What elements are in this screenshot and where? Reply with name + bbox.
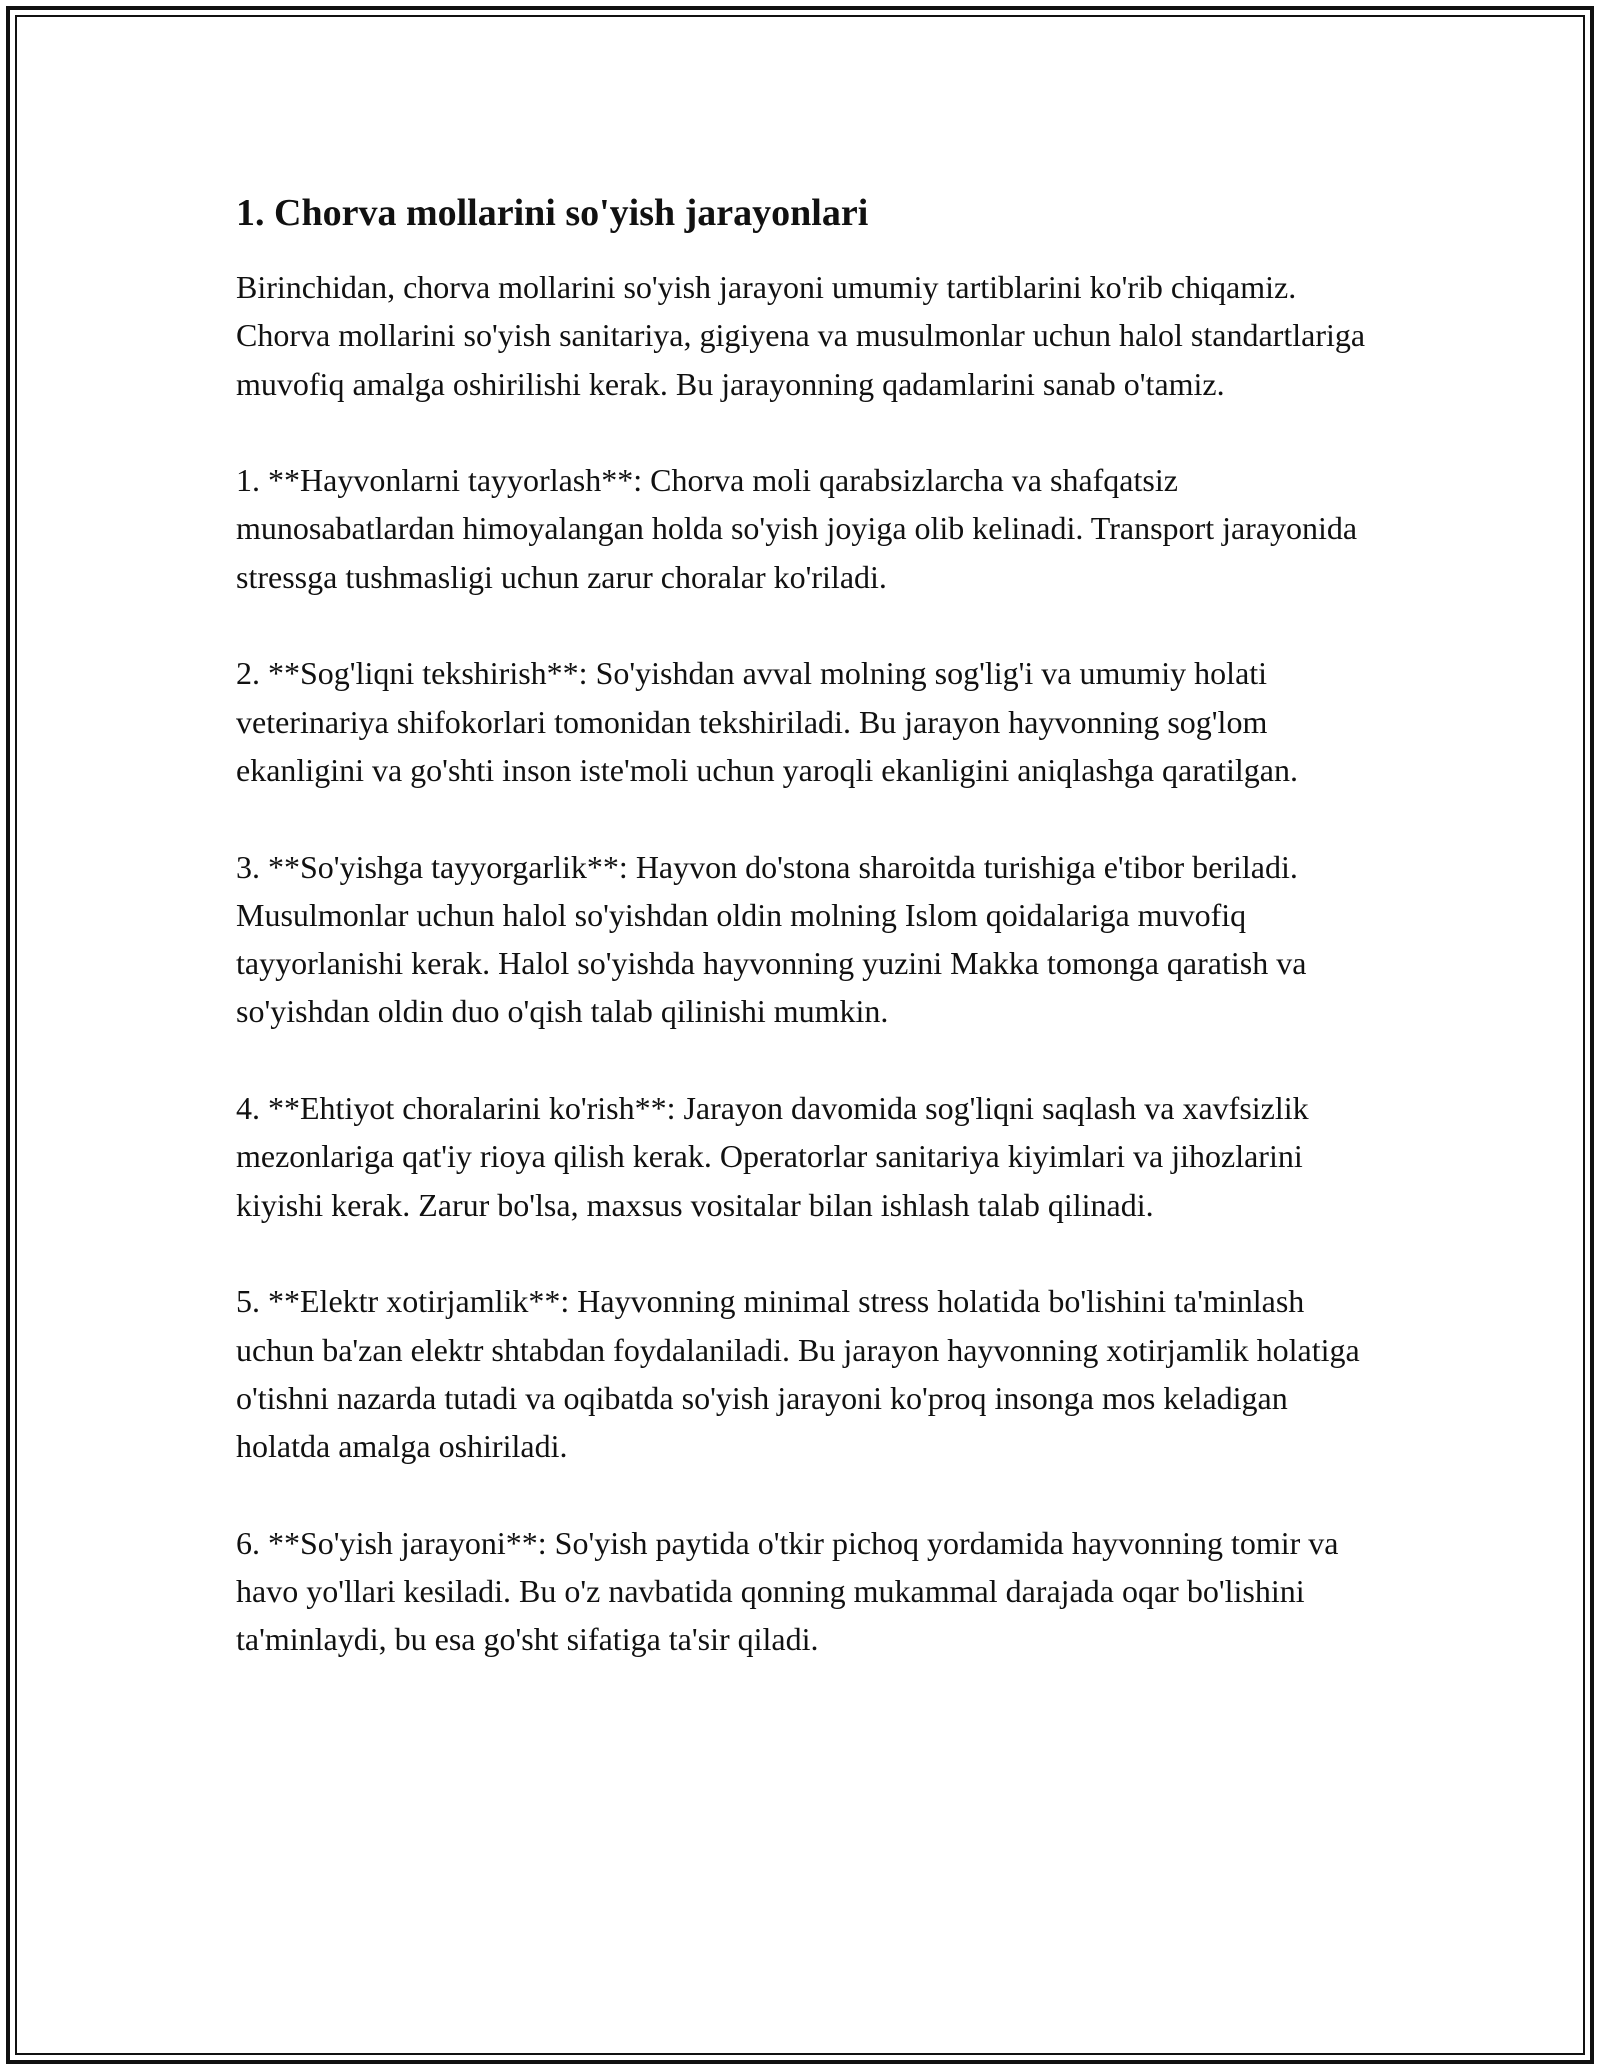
step-paragraph-4: 4. **Ehtiyot choralarini ko'rish**: Jarayon davomida sog'liqni saqlash va xavfsizlik mezonlariga qat'iy rioya qilish kerak. Operatorlar sanitariya kiyimlari va jihozlarini kiyishi kerak. Zarur bo'lsa, maxsus vositalar bilan ishlash talab qilinadi. <box>236 1090 1309 1223</box>
intro-paragraph: Birinchidan, chorva mollarini so'yish jarayoni umumiy tartiblarini ko'rib chiqamiz. Chorva mollarini so'yish sanitariya, gigiyena va musulmonlar uchun halol standartlariga muvofiq amalga oshirilishi kerak. Bu jarayonning qadamlarini sanab o'tamiz. <box>236 269 1366 402</box>
step-paragraph-1: 1. **Hayvonlarni tayyorlash**: Chorva moli qarabsizlarcha va shafqatsiz munosabatlardan himoyalangan holda so'yish joyiga olib kelinadi. Transport jarayonida stressga tushmasligi uchun zarur choralar ko'riladi. <box>236 462 1358 595</box>
document-body <box>236 185 1376 1712</box>
document-title: 1. Chorva mollarini so'yish jarayonlari <box>236 192 869 234</box>
step-paragraph-5: 5. **Elektr xotirjamlik**: Hayvonning minimal stress holatida bo'lishini ta'minlash uchun ba'zan elektr shtabdan foydalaniladi. Bu jarayon hayvonning xotirjamlik holatiga o'tishni nazarda tutadi va oqibatda so'yish jarayoni ko'proq insonga mos keladigan holatda amalga oshiriladi. <box>236 1283 1360 1465</box>
step-paragraph-2: 2. **Sog'liqni tekshirish**: So'yishdan avval molning sog'lig'i va umumiy holati veterinariya shifokorlari tomonidan tekshiriladi. Bu jarayon hayvonning sog'lom ekanligini va go'shti inson iste'moli uchun yaroqli ekanligini aniqlashga qaratilgan. <box>236 655 1298 788</box>
step-paragraph-3: 3. **So'yishga tayyorgarlik**: Hayvon do'stona sharoitda turishiga e'tibor beriladi. Musulmonlar uchun halol so'yishdan oldin molning Islom qoidalariga muvofiq tayyorlanishi kerak. Halol so'yishda hayvonning yuzini Makka tomonga qaratish va so'yishdan oldin duo o'qish talab qilinishi mumkin. <box>236 848 1307 1030</box>
step-paragraph-6: 6. **So'yish jarayoni**: So'yish paytida o'tkir pichoq yordamida hayvonning tomir va havo yo'llari kesiladi. Bu o'z navbatida qonning mukammal darajada oqar bo'lishini ta'minlaydi, bu esa go'sht sifatiga ta'sir qiladi. <box>236 1524 1339 1658</box>
